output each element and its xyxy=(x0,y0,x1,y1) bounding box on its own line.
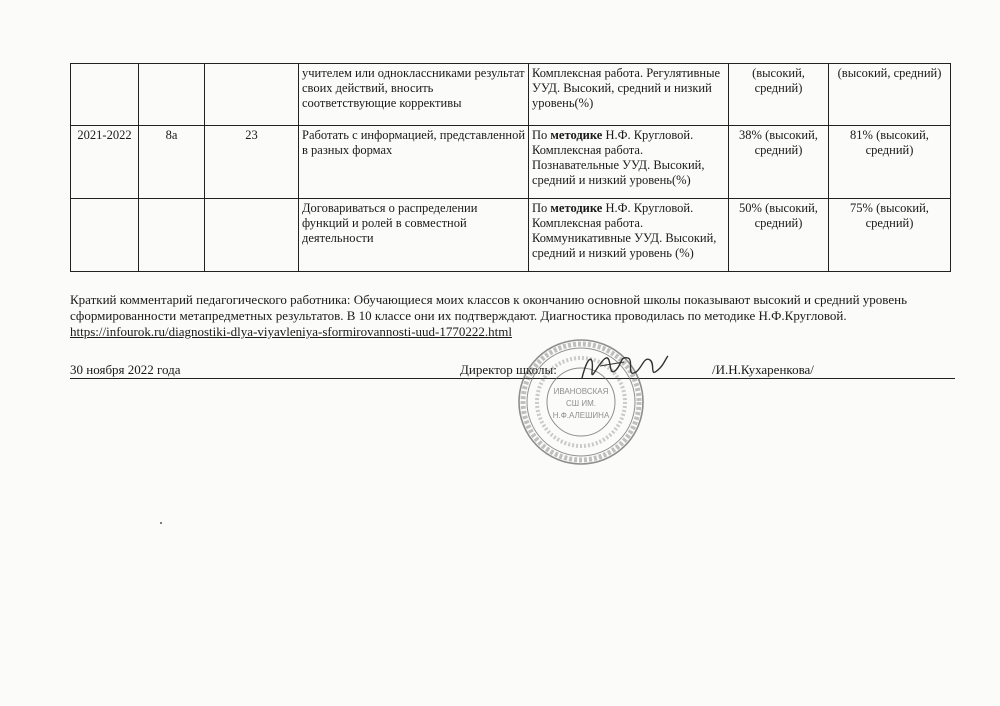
svg-text:ИВАНОВСКАЯ: ИВАНОВСКАЯ xyxy=(553,387,609,396)
teacher-comment xyxy=(70,292,930,340)
count-cell xyxy=(205,64,299,126)
director-signature xyxy=(578,348,670,388)
count-cell: 23 xyxy=(205,126,299,199)
skill-cell: Договариваться о распределении функций и ролей в совместной деятельности xyxy=(299,199,529,272)
method-text: Комплексная работа. Регулятивные УУД. Высокий, средний и низкий уровень(%) xyxy=(532,66,721,110)
director-name: /И.Н.Кухаренкова/ xyxy=(712,362,814,377)
method-text: Н.Ф. Кругловой. Комплексная работа. Познавательные УУД. Высокий, средний и низкий уровень(%) xyxy=(532,128,705,187)
year-cell xyxy=(71,64,139,126)
signature-line xyxy=(70,362,955,379)
results-table xyxy=(70,63,951,272)
class-cell xyxy=(139,64,205,126)
comment-text: Краткий комментарий педагогического работника: Обучающиеся моих классов к окончанию основной школы показывают высокий и средний уровень сформированности метапредметных результатов. В 10 классе они их подтверждают. Диагностика проводилась по методике Н.Ф.Кругловой. xyxy=(70,292,908,323)
result-cell-2: 81% (высокий, средний) xyxy=(829,126,951,199)
class-cell: 8а xyxy=(139,126,205,199)
skill-cell: Работать с информацией, представленной в разных формах xyxy=(299,126,529,199)
method-keyword: методике xyxy=(550,128,603,142)
diagnostics-link[interactable]: https://infourok.ru/diagnostiki-dlya-viyavleniya-sformirovannosti-uud-1770222.html xyxy=(70,324,512,339)
method-keyword: методике xyxy=(550,201,603,215)
svg-text:СШ ИМ.: СШ ИМ. xyxy=(566,399,596,408)
table-row xyxy=(71,126,951,199)
director-label: Директор школы: xyxy=(460,362,557,377)
method-cell xyxy=(529,126,729,199)
year-cell: 2021-2022 xyxy=(71,126,139,199)
year-cell xyxy=(71,199,139,272)
result-cell-2: (высокий, средний) xyxy=(829,64,951,126)
result-cell-1: 38% (высокий, средний) xyxy=(729,126,829,199)
document-date: 30 ноября 2022 года xyxy=(70,362,181,377)
method-cell xyxy=(529,64,729,126)
method-prefix: По xyxy=(532,128,548,142)
method-cell xyxy=(529,199,729,272)
method-prefix: По xyxy=(532,201,548,215)
svg-text:Н.Ф.АЛЕШИНА: Н.Ф.АЛЕШИНА xyxy=(552,411,610,420)
skill-cell: учителем или одноклассниками результат своих действий, вносить соответствующие коррективы xyxy=(299,64,529,126)
table-row xyxy=(71,199,951,272)
result-cell-2: 75% (высокий, средний) xyxy=(829,199,951,272)
result-cell-1: (высокий, средний) xyxy=(729,64,829,126)
table-row xyxy=(71,64,951,126)
scan-speck xyxy=(160,522,162,524)
count-cell xyxy=(205,199,299,272)
method-text: Н.Ф. Кругловой. Комплексная работа. Коммуникативные УУД. Высокий, средний и низкий уровень (%) xyxy=(532,201,717,260)
class-cell xyxy=(139,199,205,272)
result-cell-1: 50% (высокий, средний) xyxy=(729,199,829,272)
